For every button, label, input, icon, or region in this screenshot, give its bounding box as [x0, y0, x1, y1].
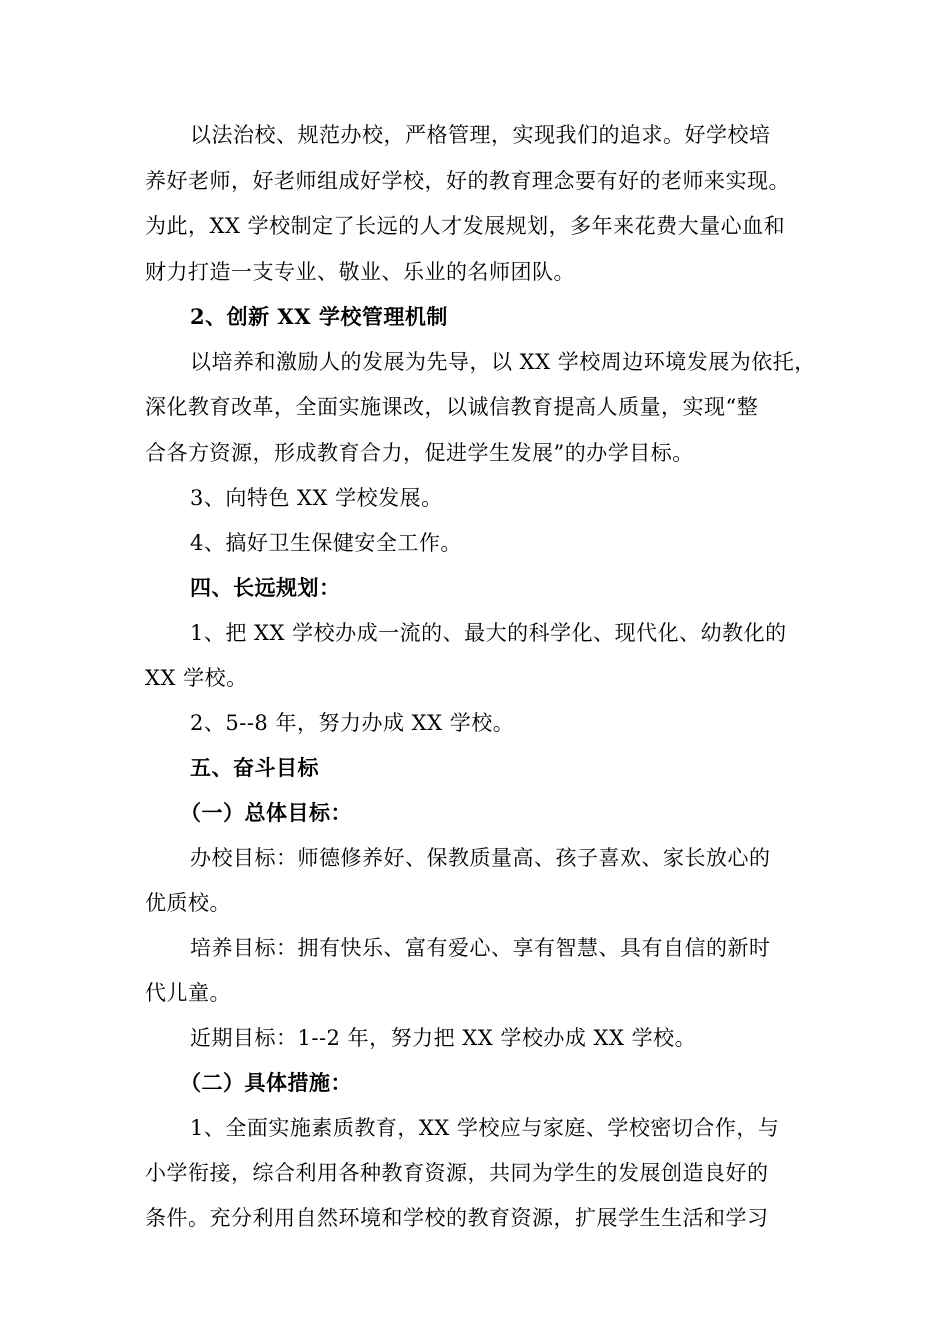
paragraph-line: 小学衔接，综合利用各种教育资源，共同为学生的发展创造良好的 — [145, 1161, 769, 1185]
paragraph-line: 代儿童。 — [145, 981, 231, 1005]
paragraph-line: 以法治校、规范办校，严格管理，实现我们的追求。好学校培 — [190, 123, 771, 147]
paragraph-line: 深化教育改革，全面实施课改，以诚信教育提高人质量，实现“整 — [145, 395, 759, 419]
paragraph-line: 合各方资源，形成教育合力，促进学生发展”的办学目标。 — [145, 441, 694, 465]
section-heading: 四、长远规划： — [190, 575, 341, 600]
paragraph-line: 办校目标：师德修养好、保教质量高、孩子喜欢、家长放心的 — [190, 846, 771, 870]
paragraph-line: 以培养和激励人的发展为先导，以 XX 学校周边环境发展为依托， — [190, 350, 816, 374]
subsection-heading: （二）具体措施： — [180, 1070, 352, 1095]
paragraph-line: 1、把 XX 学校办成一流的、最大的科学化、现代化、幼教化的 — [190, 621, 787, 645]
paragraph-line: 4、搞好卫生保健安全工作。 — [190, 531, 462, 555]
paragraph-line: 优质校。 — [145, 891, 231, 915]
section-heading: 五、奋斗目标 — [190, 755, 319, 780]
paragraph-line: 培养目标：拥有快乐、富有爱心、享有智慧、具有自信的新时 — [190, 936, 771, 960]
paragraph-line: 2、5--8 年，努力办成 XX 学校。 — [190, 711, 515, 735]
paragraph-line: 3、向特色 XX 学校发展。 — [190, 486, 443, 510]
paragraph-line: 养好老师，好老师组成好学校，好的教育理念要有好的老师来实现。 — [145, 169, 790, 193]
paragraph-line: 近期目标：1--2 年，努力把 XX 学校办成 XX 学校。 — [190, 1026, 697, 1050]
subsection-heading: （一）总体目标： — [180, 800, 352, 825]
paragraph-line: XX 学校。 — [145, 666, 248, 690]
paragraph-line: 为此，XX 学校制定了长远的人才发展规划，多年来花费大量心血和 — [145, 214, 786, 238]
section-heading: 2、创新 XX 学校管理机制 — [190, 304, 448, 329]
paragraph-line: 财力打造一支专业、敬业、乐业的名师团队。 — [145, 260, 575, 284]
paragraph-line: 条件。充分利用自然环境和学校的教育资源，扩展学生生活和学习 — [145, 1206, 769, 1230]
paragraph-line: 1、全面实施素质教育，XX 学校应与家庭、学校密切合作，与 — [190, 1116, 780, 1140]
